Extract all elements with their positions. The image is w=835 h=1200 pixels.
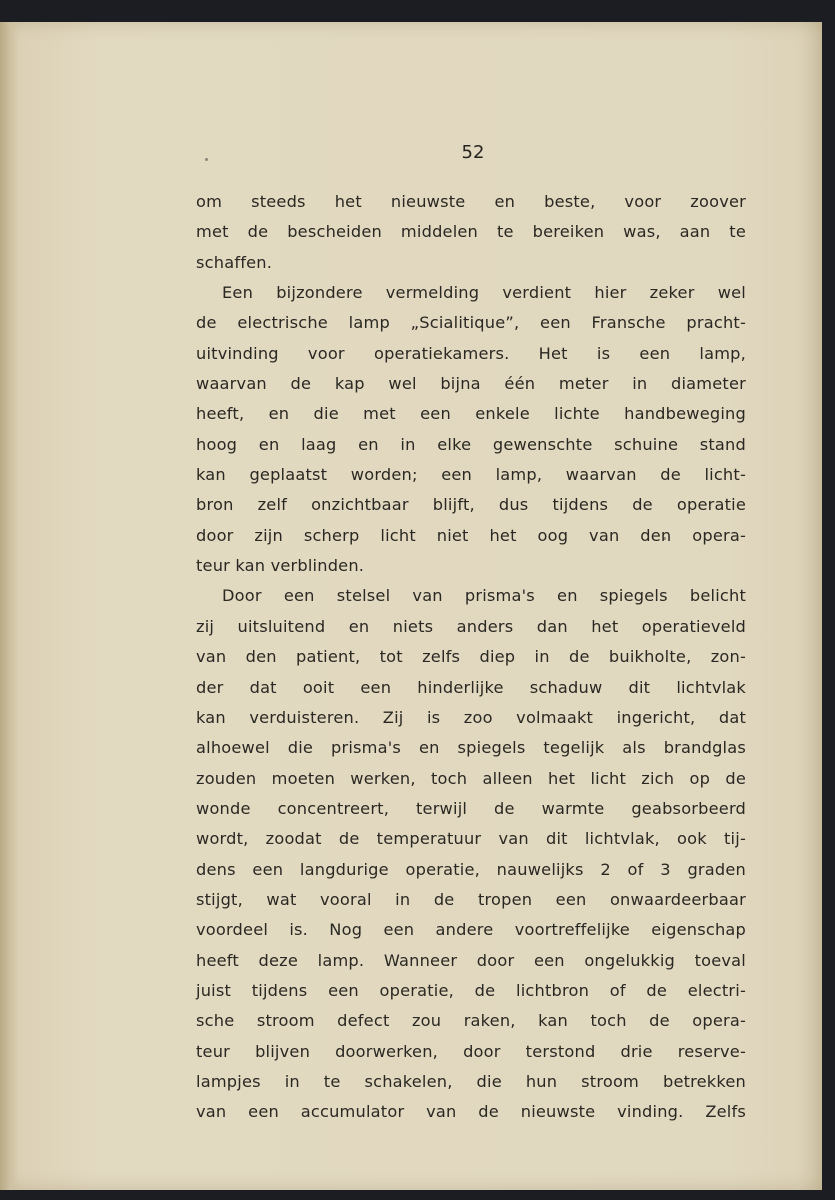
text-line: schaffen. [196, 252, 273, 272]
text-line: stijgt, wat vooral in de tropen een onwaardeerbaar [196, 889, 746, 909]
text-line: lampjes in te schakelen, die hun stroom betrekken [196, 1071, 746, 1091]
page-number: 52 [461, 142, 485, 163]
text-line: zouden moeten werken, toch alleen het licht zich op de [196, 768, 746, 788]
text-line: de electrische lamp „Scialitique”, een Fransche pracht- [196, 313, 746, 333]
text-line: wonde concentreert, terwijl de warmte geabsorbeerd [196, 798, 746, 818]
text-line: alhoewel die prisma's en spiegels tegelijk als brandglas [196, 738, 746, 758]
body-text [196, 187, 746, 1128]
text-line: om steeds het nieuwste en beste, voor zoover [196, 192, 746, 211]
text-line: wordt, zoodat de temperatuur van dit lichtvlak, ook tij- [196, 829, 746, 849]
text-line: van een accumulator van de nieuwste vinding. Zelfs [196, 1102, 746, 1122]
text-line: kan geplaatst worden; een lamp, waarvan de licht- [196, 465, 746, 485]
paper-speck [205, 158, 208, 161]
text-line: heeft, en die met een enkele lichte handbeweging [196, 404, 746, 424]
text-line: kan verduisteren. Zij is zoo volmaakt ingericht, dat [196, 707, 746, 727]
text-line: teur blijven doorwerken, door terstond drie reserve- [196, 1041, 746, 1061]
text-line: bron zelf onzichtbaar blijft, dus tijdens de operatie [196, 495, 746, 515]
text-line: waarvan de kap wel bijna één meter in diameter [196, 374, 746, 394]
text-line: juist tijdens een operatie, de lichtbron of de electri- [196, 980, 746, 1000]
text-line: van den patient, tot zelfs diep in de buikholte, zon- [196, 647, 746, 667]
text-line: Door een stelsel van prisma's en spiegels belicht [222, 586, 746, 606]
text-line: uitvinding voor operatiekamers. Het is een lamp, [196, 343, 746, 363]
page-binding-edge [0, 22, 18, 1190]
text-line: zij uitsluitend en niets anders dan het operatieveld [196, 616, 746, 636]
text-line: sche stroom defect zou raken, kan toch de opera- [196, 1011, 746, 1031]
text-line: teur kan verblinden. [196, 556, 365, 576]
text-line: heeft deze lamp. Wanneer door een ongelukkig toeval [196, 950, 746, 970]
text-line: voordeel is. Nog een andere voortreffelijke eigenschap [196, 920, 746, 940]
text-line: hoog en laag en in elke gewenschte schuine stand [196, 434, 746, 454]
text-line: Een bijzondere vermelding verdient hier zeker wel [222, 283, 746, 303]
text-line: met de bescheiden middelen te bereiken was, aan te [196, 222, 746, 242]
text-line: der dat ooit een hinderlijke schaduw dit lichtvlak [196, 677, 746, 697]
text-line: door zijn scherp licht niet het oog van den opera- [196, 525, 746, 545]
text-line: dens een langdurige operatie, nauwelijks 2 of 3 graden [196, 859, 746, 879]
